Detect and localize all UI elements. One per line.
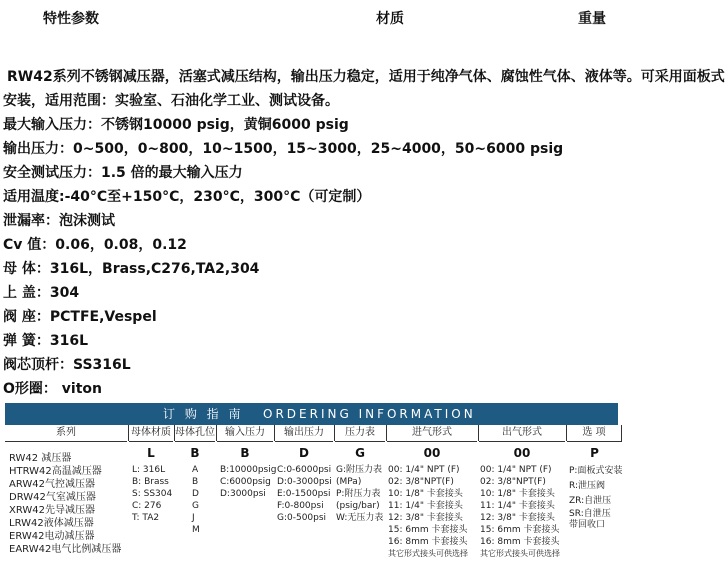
option-item: 00: 1/4" NPT (F) — [480, 465, 552, 475]
spec-output-pressure: 输出压力：0~500，0~800，10~1500，15~3000，25~4000，50~6000 psig — [3, 141, 564, 157]
column-header: 输入压力 — [217, 425, 273, 442]
series-item: ARW42气控减压器 — [9, 479, 95, 490]
tab-bar — [0, 0, 727, 34]
option-item: 00: 1/4" NPT (F) — [388, 465, 460, 475]
spec-list — [3, 113, 723, 401]
option-item: 15: 6mm 卡套接头 — [388, 525, 468, 535]
tab-material[interactable]: 材质 — [376, 11, 404, 27]
code-letter: G — [355, 446, 365, 460]
spec-temperature: 适用温度:-40°C至+150°C，230°C，300°C（可定制） — [3, 189, 371, 205]
option-item: G — [192, 501, 199, 511]
column-header: 进气形式 — [387, 425, 477, 442]
ordering-title-cn: 订 购 指 南 — [163, 407, 244, 421]
code-letter: 00 — [423, 446, 441, 460]
option-item: B — [192, 477, 199, 487]
spec-bonnet: 上 盖：304 — [3, 285, 80, 301]
option-item: 02: 3/8"NPT(F) — [388, 477, 454, 487]
option-item: D:0-3000psi — [277, 477, 332, 487]
option-item: (MPa) — [336, 477, 362, 487]
spec-leak-rate: 泄漏率：泡沫测试 — [3, 213, 115, 229]
option-item: 10: 1/8" 卡套接头 — [388, 489, 463, 499]
code-letter: 00 — [513, 446, 531, 460]
tab-weight[interactable]: 重量 — [578, 11, 606, 27]
column-header: 选 项 — [567, 425, 622, 442]
option-note: 其它形式接头可供选择 — [388, 549, 468, 558]
column-body-material — [129, 425, 173, 524]
option-item: P:附压力表 — [336, 489, 381, 499]
series-item: RW42 减压器 — [9, 453, 72, 464]
option-item: 02: 3/8"NPT(F) — [480, 477, 546, 487]
code-letter: L — [147, 446, 155, 460]
option-item: 16: 8mm 卡套接头 — [388, 537, 468, 547]
description-line: 安装，适用范围：实验室、石油化学工业、测试设备。 — [3, 93, 339, 109]
spec-spring: 弹 簧：316L — [3, 333, 89, 349]
option-item: M — [192, 525, 200, 535]
option-item: J — [192, 513, 195, 523]
series-item: ERW42电动减压器 — [9, 531, 95, 542]
product-description — [3, 65, 725, 113]
spec-max-input-pressure: 最大输入压力：不锈钢10000 psig，黄铜6000 psig — [3, 117, 349, 133]
option-item: R:泄压阀 — [569, 481, 606, 491]
column-header: 母体材质 — [129, 425, 173, 442]
option-item: ZR:自泄压 — [569, 496, 612, 506]
option-item: 12: 3/8" 卡套接头 — [388, 513, 463, 523]
column-header: 母体孔位 — [175, 425, 215, 442]
column-port-configuration — [175, 425, 215, 536]
option-item: 15: 6mm 卡套接头 — [480, 525, 560, 535]
column-header: 输出压力 — [275, 425, 333, 442]
option-item: 11: 1/4" 卡套接头 — [480, 501, 555, 511]
option-item: C: 276 — [132, 501, 162, 511]
option-item: D:3000psi — [220, 489, 266, 499]
column-header: 压力表 — [335, 425, 385, 442]
option-item: B: Brass — [132, 477, 169, 487]
option-note: 其它形式接头可供选择 — [480, 549, 560, 558]
column-options — [567, 425, 622, 531]
option-item: B:10000psig — [220, 465, 277, 475]
spec-o-ring: O形圈： viton — [3, 381, 102, 397]
series-item: LRW42液体减压器 — [9, 518, 94, 529]
column-series — [5, 425, 127, 556]
column-outlet-pressure — [275, 425, 333, 524]
option-item: C:0-6000psi — [277, 465, 332, 475]
column-gauge — [335, 425, 385, 524]
option-item: G:0-500psi — [277, 513, 327, 523]
code-letter: B — [240, 446, 250, 460]
option-item: (psig/bar) — [336, 501, 380, 511]
option-item: T: TA2 — [132, 513, 160, 523]
option-item: 12: 3/8" 卡套接头 — [480, 513, 555, 523]
series-item: EARW42电气比例减压器 — [9, 544, 122, 555]
column-outlet-connection — [479, 425, 565, 560]
code-letter: D — [299, 446, 309, 460]
column-header: 系列 — [5, 425, 127, 442]
option-item: P:面板式安装 — [569, 466, 623, 476]
column-inlet-pressure — [217, 425, 277, 500]
option-item: L: 316L — [132, 465, 166, 475]
spec-seat: 阀 座：PCTFE,Vespel — [3, 309, 157, 325]
option-item: E:0-1500psi — [277, 489, 331, 499]
tab-properties[interactable]: 特性参数 — [43, 11, 99, 27]
option-item: 16: 8mm 卡套接头 — [480, 537, 560, 547]
option-item: S: SS304 — [132, 489, 173, 499]
option-item: F:0-800psi — [277, 501, 324, 511]
column-header: 出气形式 — [479, 425, 565, 442]
spec-cv-value: Cv 值：0.06，0.08，0.12 — [3, 237, 187, 253]
series-item: DRW42气室减压器 — [9, 492, 96, 503]
spec-poppet: 阀芯顶杆：SS316L — [3, 357, 131, 373]
option-item: 11: 1/4" 卡套接头 — [388, 501, 463, 511]
description-line: RW42系列不锈钢减压器，活塞式减压结构，输出压力稳定，适用于纯净气体、腐蚀性气体、液体等。可采用面板式 — [7, 69, 725, 85]
spec-safety-test-pressure: 安全测试压力：1.5 倍的最大输入压力 — [3, 165, 243, 181]
option-item: C:6000psig — [220, 477, 271, 487]
option-item: SR:自泄压 — [569, 509, 611, 519]
column-inlet-connection — [387, 425, 477, 560]
ordering-info-header — [5, 403, 618, 425]
option-item: 带回收口 — [569, 520, 606, 530]
series-item: XRW42先导减压器 — [9, 505, 96, 516]
code-letter: B — [190, 446, 200, 460]
code-letter: P — [590, 446, 599, 460]
option-item: 10: 1/8" 卡套接头 — [480, 489, 555, 499]
spec-body-material: 母 体：316L，Brass,C276,TA2,304 — [3, 261, 260, 277]
series-item: HTRW42高温减压器 — [9, 466, 102, 477]
option-item: A — [192, 465, 199, 475]
option-item: D — [192, 489, 199, 499]
ordering-title-en: ORDERING INFORMATION — [263, 407, 476, 421]
option-item: W:无压力表 — [336, 513, 384, 523]
option-item: G:附压力表 — [336, 465, 383, 475]
ordering-table — [5, 425, 622, 575]
